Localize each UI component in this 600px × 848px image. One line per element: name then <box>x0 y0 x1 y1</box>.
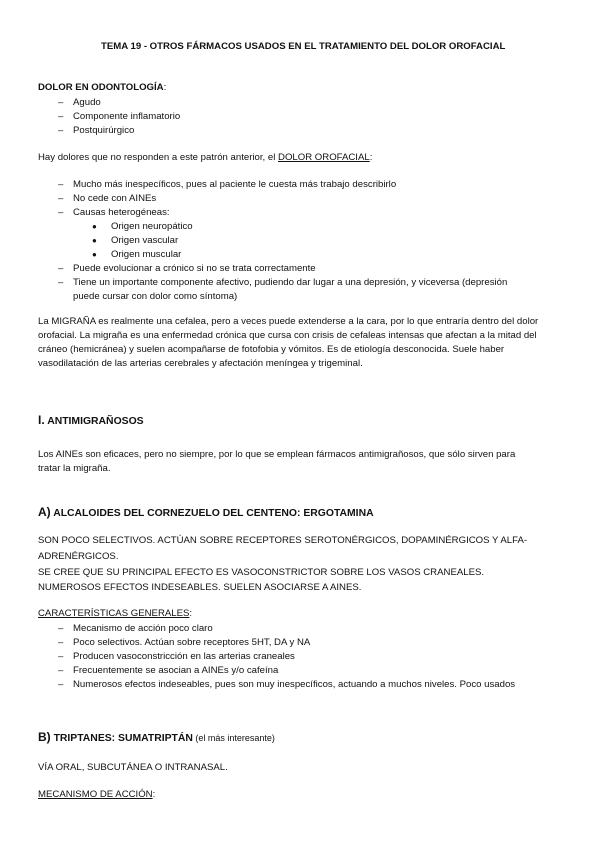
bullet-icon: ● <box>92 236 97 245</box>
document-page: TEMA 19 - OTROS FÁRMACOS USADOS EN EL TRATAMIENTO DEL DOLOR OROFACIAL DOLOR EN ODONTOLOGÍA: – Agudo – Componente inflamatorio – Postquirúrgico Hay dolores que no responden a este patrón anterior, el DOLOR OROFACIAL: – Mucho más inespecíficos, pues al paciente le cuesta más trabajo describirlo – No cede con AINEs – Causas heterogéneas: ● Origen neuropático ● Origen vascular ● Origen muscular – Puede evolucionar a crónico si no se trata correctamente – Tiene un importante componente afectivo, pudiendo dar lugar a una depresión, y viceversa (depresión puede cursar con dolor como síntoma) La MIGRAÑA es realmente una cefalea, pero a veces puede extenderse a la cara, por lo que entraría dentro del dolor orofacial. La migraña es una enfermedad crónica que cursa con crisis de cefaleas intensas que afectan a la mitad del cráneo (hemicránea) y suelen acompañarse de fotofobia y vómitos. Es de etiología desconocida. Suele haber vasodilatación de las arterias cerebrales y afectación meníngea y trigeminal. I. ANTIMIGRAÑOSOS Los AINEs son eficaces, pero no siempre, por lo que se emplean fármacos antimigrañosos, que sólo sirven para tratar la migraña. A) ALCALOIDES DEL CORNEZUELO DEL CENTENO: ERGOTAMINA SON POCO SELECTIVOS. ACTÚAN SOBRE RECEPTORES SEROTONÉRGICOS, DOPAMINÉRGICOS Y ALFA- ADRENÉRGICOS. SE CREE QUE SU PRINCIPAL EFECTO ES VASOCONSTRICTOR SOBRE LOS VASOS CRANEALES. NUMEROSOS EFECTOS INDESEABLES. SUELEN ASOCIARSE A AINES. CARACTERÍSTICAS GENERALES: – Mecanismo de acción poco claro – Poco selectivos. Actúan sobre receptores 5HT, DA y NA – Producen vasoconstricción en las arterias craneales – Frecuentemente se asocian a AINEs y/o cafeína – Numerosos efectos indeseables, pues son muy inespecíficos, actuando a muchos niveles. Poco usados B) TRIPTANES: SUMATRIPTÁN (el más interesante) VÍA ORAL, SUBCUTÁNEA O INTRANASAL. MECANISMO DE ACCIÓN: <box>38 41 539 800</box>
migrana-paragraph-line: vasodilatación de las arterias cerebrales y afectación meníngea y trigeminal. <box>38 358 363 369</box>
caps-line: SE CREE QUE SU PRINCIPAL EFECTO ES VASOCONSTRICTOR SOBRE LOS VASOS CRANEALES. <box>38 567 485 578</box>
migrana-paragraph-line: cráneo (hemicránea) y suelen acompañarse de fotofobia y vómitos. Es de etiología desconocida. Suele haber <box>38 344 505 355</box>
caps-line: SON POCO SELECTIVOS. ACTÚAN SOBRE RECEPTORES SEROTONÉRGICOS, DOPAMINÉRGICOS Y ALFA- <box>38 535 528 546</box>
migrana-paragraph-line: La MIGRAÑA es realmente una cefalea, pero a veces puede extenderse a la cara, por lo que entraría dentro del dolor <box>38 316 539 327</box>
list-item-continuation: puede cursar con dolor como síntoma) <box>73 291 238 302</box>
bullet-icon: ● <box>92 250 97 259</box>
migrana-paragraph-line: orofacial. La migraña es una enfermedad crónica que cursa con crisis de cefaleas intensas que afectan a la mitad del <box>38 330 537 341</box>
orofacial-intro: Hay dolores que no responden a este patrón anterior, el DOLOR OROFACIAL: <box>38 152 373 163</box>
bullet-icon: ● <box>92 222 97 231</box>
section1-paragraph-line: Los AINEs son eficaces, pero no siempre, por lo que se emplean fármacos antimigrañosos, que sólo sirven para <box>38 449 516 460</box>
section1-paragraph-line: tratar la migraña. <box>38 463 111 474</box>
dolor-odontologia-heading: DOLOR EN ODONTOLOGÍA: <box>38 82 167 93</box>
caps-line: ADRENÉRGICOS. <box>38 551 119 562</box>
caps-line: NUMEROSOS EFECTOS INDESEABLES. SUELEN ASOCIARSE A AINES. <box>38 582 362 593</box>
section-heading-triptanes: B) TRIPTANES: SUMATRIPTÁN (el más interesante) <box>38 730 275 744</box>
section-heading-antimigranosos: I. ANTIMIGRAÑOSOS <box>38 413 144 427</box>
document-title: TEMA 19 - OTROS FÁRMACOS USADOS EN EL TRATAMIENTO DEL DOLOR OROFACIAL <box>101 41 506 52</box>
section-heading-ergotamina: A) ALCALOIDES DEL CORNEZUELO DEL CENTENO: ERGOTAMINA <box>38 505 374 519</box>
caracteristicas-heading: CARACTERÍSTICAS GENERALES: <box>38 608 193 619</box>
via-administracion: VÍA ORAL, SUBCUTÁNEA O INTRANASAL. <box>38 762 228 773</box>
dolor-orofacial-term: DOLOR OROFACIAL <box>278 152 370 163</box>
mecanismo-heading: MECANISMO DE ACCIÓN: <box>38 789 156 800</box>
